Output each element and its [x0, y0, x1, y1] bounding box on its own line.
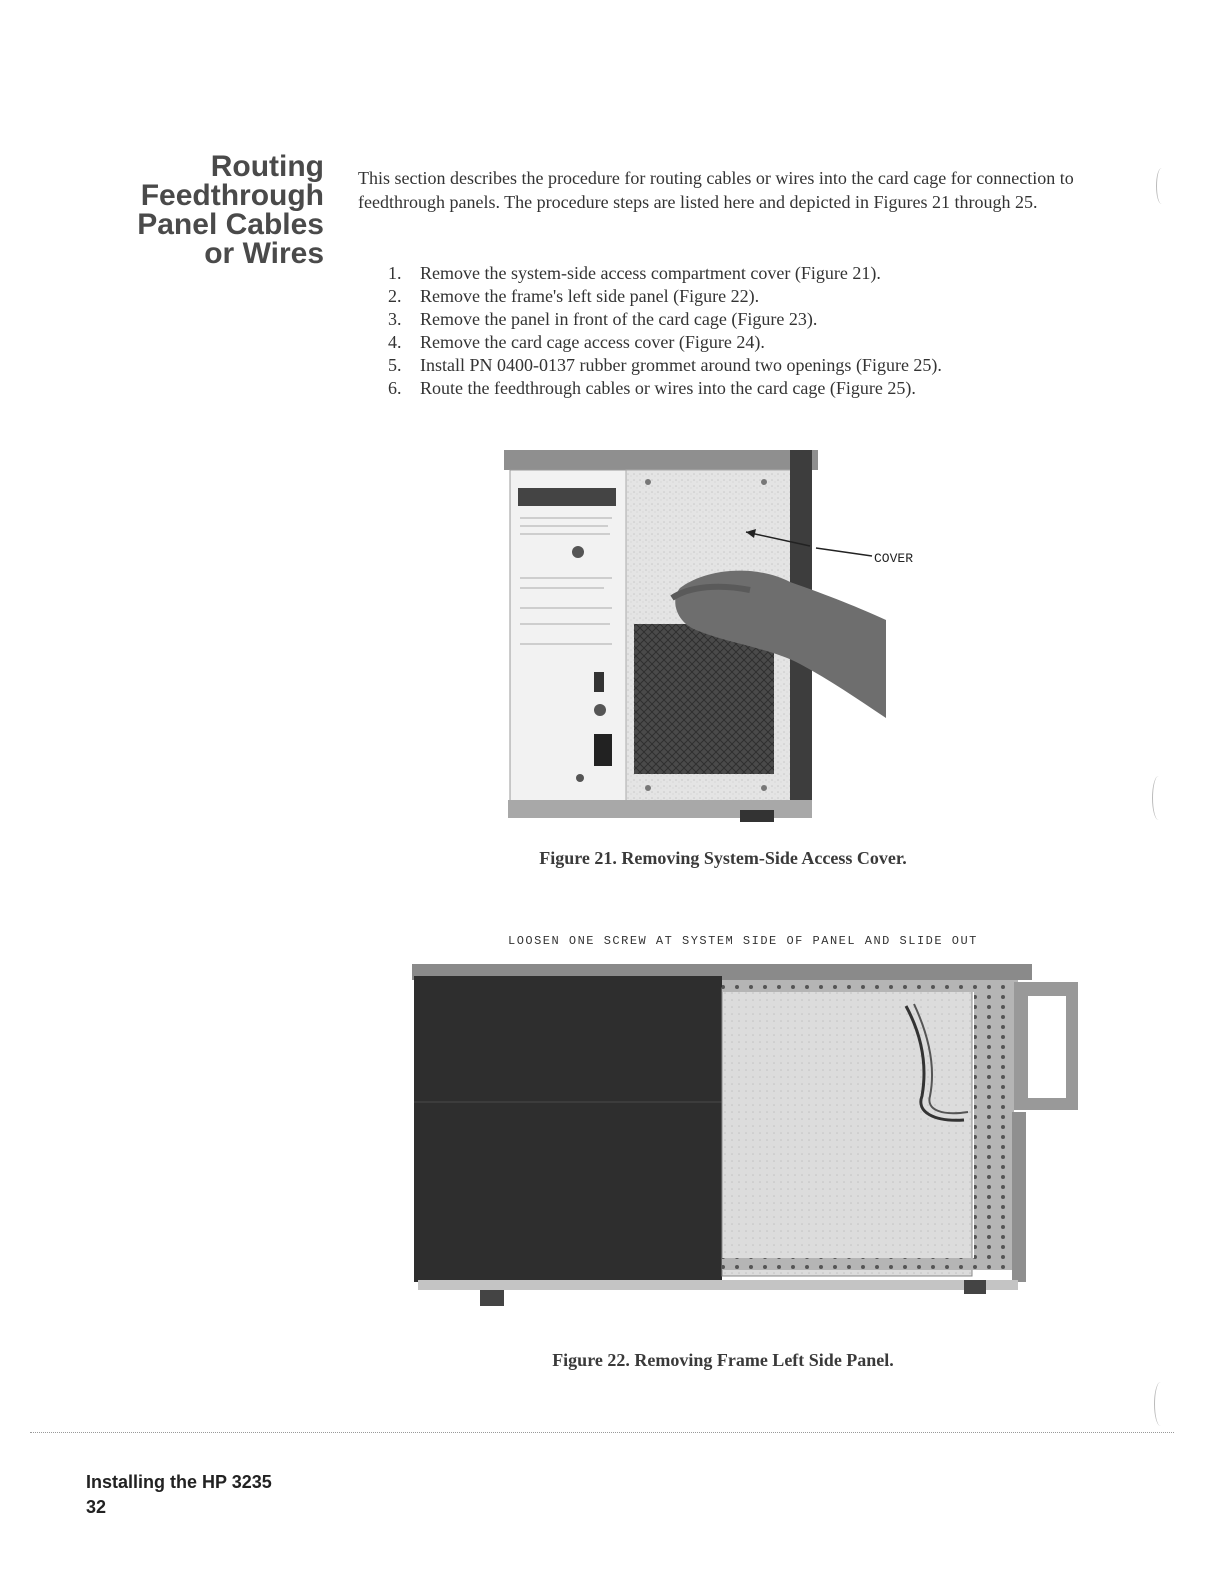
page-number: 32	[86, 1497, 107, 1517]
step-text: Remove the card cage access cover (Figure 24).	[420, 332, 765, 352]
cover-callout: COVER	[874, 551, 914, 566]
step-item	[388, 308, 1108, 331]
step-item	[388, 331, 1108, 354]
figure-22-caption: Figure 22. Removing Frame Left Side Panel.	[552, 1350, 894, 1370]
section-heading	[80, 152, 324, 268]
step-number: 3.	[388, 309, 402, 329]
step-text: Install PN 0400-0137 rubber grommet around two openings (Figure 25).	[420, 355, 942, 375]
step-number: 4.	[388, 332, 402, 352]
heading-line-3: Panel Cables	[137, 208, 324, 241]
step-text: Remove the system-side access compartment cover (Figure 21).	[420, 263, 881, 283]
figure-21-photo	[500, 448, 920, 838]
step-number: 2.	[388, 286, 402, 306]
step-text: Route the feedthrough cables or wires into the card cage (Figure 25).	[420, 378, 916, 398]
step-number: 5.	[388, 355, 402, 375]
step-item	[388, 377, 1108, 400]
heading-line-2: Feedthrough	[140, 179, 324, 212]
figure-22-note: LOOSEN ONE SCREW AT SYSTEM SIDE OF PANEL AND SLIDE OUT	[508, 934, 978, 948]
step-number: 1.	[388, 263, 402, 283]
footer-rule	[30, 1432, 1174, 1433]
step-text: Remove the frame's left side panel (Figure 22).	[420, 286, 760, 306]
binding-mark	[1156, 168, 1167, 204]
figure-22-photo	[408, 962, 1084, 1312]
heading-line-4: or Wires	[204, 237, 324, 270]
binding-mark	[1152, 776, 1165, 820]
procedure-steps	[388, 262, 1108, 400]
step-item	[388, 354, 1108, 377]
step-text: Remove the panel in front of the card cage (Figure 23).	[420, 309, 818, 329]
step-item	[388, 262, 1108, 285]
step-number: 6.	[388, 378, 402, 398]
page-footer	[86, 1470, 272, 1520]
step-item	[388, 285, 1108, 308]
figure-21-caption: Figure 21. Removing System-Side Access Cover.	[539, 848, 907, 868]
footer-title: Installing the HP 3235	[86, 1472, 272, 1492]
intro-paragraph: This section describes the procedure for routing cables or wires into the card cage for connection to feedthrough panels. The procedure steps are listed here and depicted in Figures 21 through 25.	[358, 168, 1074, 212]
binding-mark	[1154, 1382, 1167, 1426]
heading-line-1: Routing	[210, 150, 324, 183]
